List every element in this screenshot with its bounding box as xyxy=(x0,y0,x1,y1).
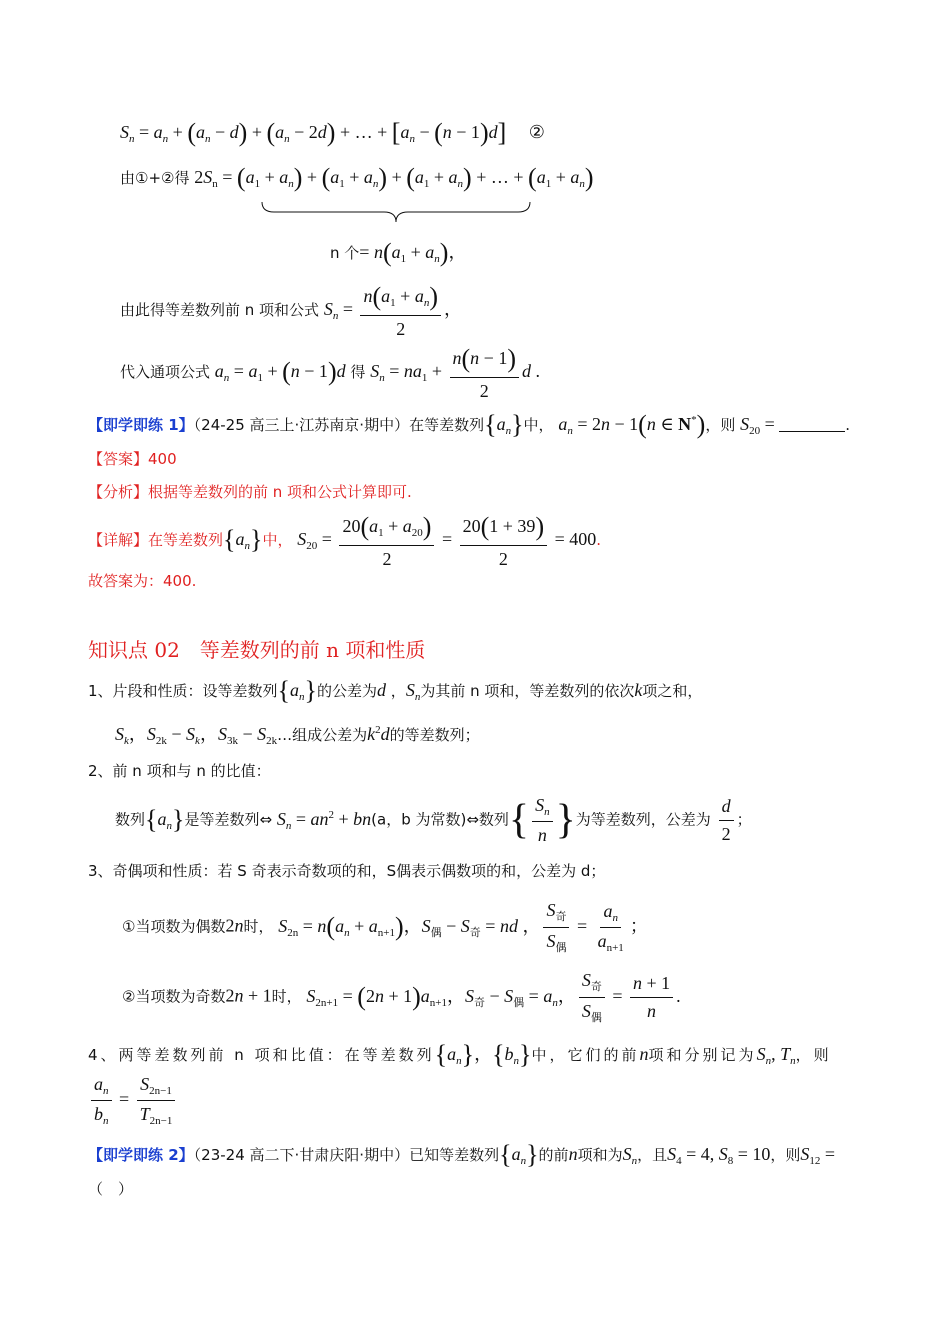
property-2-formula: 数列$\{a_n\}$是等差数列⇔ $S_n = an^2 + bn(a$，b 为常数)⇔数列{ $\frac{S_n}{n}$ }为等差数列，公差为 $\frac{d}{2}$ ； xyxy=(115,795,752,845)
exercise-1-final: 故答案为：400. xyxy=(88,572,197,590)
formula-n-times: n 个= $n(a_1 + a_n)$， xyxy=(330,238,467,267)
property-3-odd: ②当项数为奇数2n + 1时， $S_{2n+1} = (2n + 1)a_{n+1}$，$S_奇 - S_偶 = a_n$， $\frac{S_奇}{S_偶}$ = $\frac{n + 1}{n}$ . xyxy=(122,970,681,1024)
exercise-2-choice: （ ） xyxy=(88,1180,134,1198)
exercise-1-analysis: 【分析】根据等差数列的前 n 项和公式计算即可. xyxy=(88,483,412,501)
exercise-1-answer: 【答案】400 xyxy=(88,450,177,468)
property-2: 2、前 n 项和与 n 的比值： xyxy=(88,762,271,780)
exercise-1-detail: 【详解】在等差数列$\{a_n\}$中， $S_{20}$ = $\frac{20(a_1 + a_{20})}{2}$ = $\frac{20(1 + 39)}{2}$ = 400. xyxy=(88,512,602,569)
property-4-formula: $\frac{a_n}{b_n}$ = $\frac{S_{2n-1}}{T_{2n-1}}$ xyxy=(88,1074,178,1127)
formula-2sn: 由①+②得 $2S_n = (a_1 + a_n) + (a_1 + a_n) + (a_1 + a_n)$ + … + $(a_1 + a_n)$ xyxy=(120,163,594,192)
section-title: 知识点 02 等差数列的前 n 项和性质 xyxy=(88,638,426,662)
property-1: 1、片段和性质：设等差数列$\{a_n\}$的公差为d ，$S_n$为其前 n 项和，等差数列的依次k项之和， xyxy=(88,676,703,705)
property-1-line2: $S_k$，$S_{2k} - S_k$，$S_{3k}$ − $S_{2k}\dots$组成公差为$k^2d$的等差数列； xyxy=(115,724,480,747)
formula-sn-na1: 代入通项公式 $a_n = a_1 + (n - 1)d$ 得 $S_n = na_1$ + $\frac{n(n - 1)}{2}$ d . xyxy=(120,344,540,401)
exercise-1-question: 【即学即练 1】（24-25 高三上·江苏南京·期中）在等差数列$\{a_n\}$中， $a_n = 2n - 1(n$ ∈ N*)，则 $S_{20}$ = . xyxy=(88,410,851,439)
property-4: 4、两等差数列前 n 项和比值：在等差数列$\{a_n\}$，$\{b_n\}$中，它们的前n项和分别记为$S_n$, $T_n$，则 xyxy=(88,1040,832,1069)
formula-sn: 由此得等差数列前 n 项和公式 $S_n$ = $\frac{n(a_1 + a_n)}{2}$ ， xyxy=(120,282,462,339)
underbrace xyxy=(260,200,532,226)
formula-sn-reverse: $S_n = a_n + (a_n - d) + (a_n - 2d)$ + … + $[a_n - (n - 1)d]$ ② xyxy=(120,118,545,147)
exercise-2-question: 【即学即练 2】（23-24 高二下·甘肃庆阳·期中）已知等差数列$\{a_n\}$的前n项和为$S_n$，且$S_4 = 4$, $S_8 = 10$，则$S_{12}$ = xyxy=(88,1140,836,1169)
property-3-even: ①当项数为偶数2n时， $S_{2n} = n(a_n + a_{n+1})$，$S_偶 - S_奇$ = nd ， $\frac{S_奇}{S_偶}$ = $\frac{a_n}{a_{n+1}}$ ； xyxy=(122,900,648,954)
answer-blank[interactable] xyxy=(779,417,845,432)
property-3: 3、奇偶项和性质：若 S 奇表示奇数项的和，S偶表示偶数项的和，公差为 d； xyxy=(88,862,606,880)
